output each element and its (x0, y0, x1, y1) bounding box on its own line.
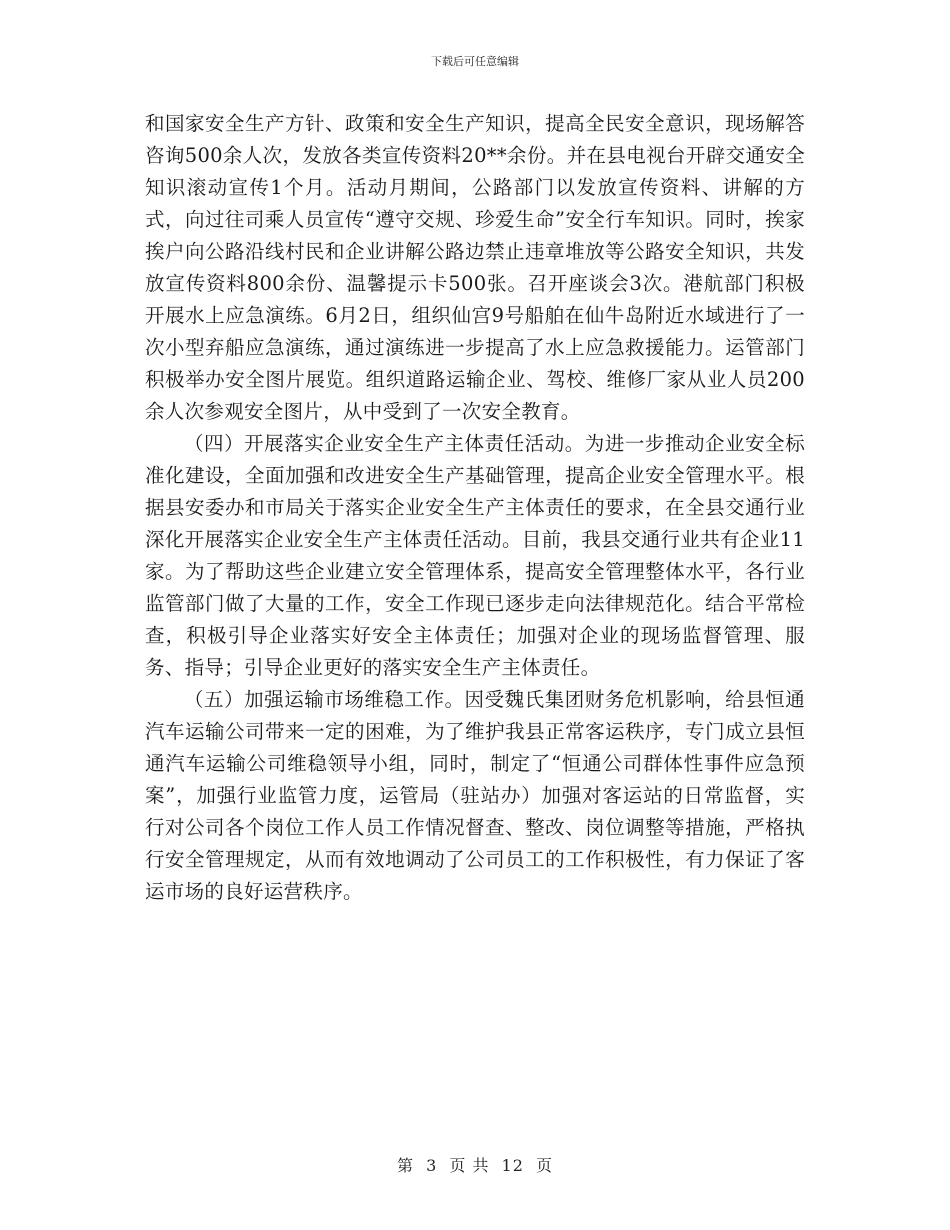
footer-current-page: 3 (426, 1156, 438, 1175)
paragraph-section-four: （四）开展落实企业安全生产主体责任活动。为进一步推动企业安全标准化建设，全面加强和改进安全生产基础管理，提高企业安全管理水平。根据县安委办和市局关于落实企业安全生产主体责任的要求，在全县交通行业深化开展落实企业安全生产主体责任活动。目前，我县交通行业共有企业11家。为了帮助这些企业建立安全管理体系，提高安全管理整体水平，各行业监管部门做了大量的工作，安全工作现已逐步走向法律规范化。结合平常检查，积极引导企业落实好安全主体责任；加强对企业的现场监督管理、服务、指导；引导企业更好的落实安全生产主体责任。 (145, 432, 805, 679)
footer-middle: 页 共 (449, 1156, 490, 1175)
footer-suffix: 页 (536, 1156, 554, 1175)
footer-prefix: 第 (396, 1156, 414, 1175)
paragraph-continuation: 和国家安全生产方针、政策和安全生产知识，提高全民安全意识，现场解答咨询500余人次，发放各类宣传资料20**余份。并在县电视台开辟交通安全知识滚动宣传1个月。活动月期间，公路部门以发放宣传资料、讲解的方式，向过往司乘人员宣传“遵守交规、珍爱生命”安全行车知识。同时，挨家挨户向公路沿线村民和企业讲解公路边禁止违章堆放等公路安全知识，共发放宣传资料800余份、温馨提示卡500张。召开座谈会3次。港航部门积极开展水上应急演练。6月2日，组织仙宫9号船舶在仙牛岛附近水域进行了一次小型弃船应急演练，通过演练进一步提高了水上应急救援能力。运管部门积极举办安全图片展览。组织道路运输企业、驾校、维修厂家从业人员200余人次参观安全图片，从中受到了一次安全教育。 (145, 112, 805, 423)
footer-total-pages: 12 (501, 1156, 524, 1175)
page-header: 下载后可任意编辑 (431, 55, 519, 68)
paragraph-section-five: （五）加强运输市场维稳工作。因受魏氏集团财务危机影响，给县恒通汽车运输公司带来一定的困难，为了维护我县正常客运秩序，专门成立县恒通汽车运输公司维稳领导小组，同时，制定了“恒通公司群体性事件应急预案”，加强行业监管力度，运管局（驻站办）加强对客运站的日常监督，实行对公司各个岗位工作人员工作情况督查、整改、岗位调整等措施，严格执行安全管理规定，从而有效地调动了公司员工的工作积极性，有力保证了客运市场的良好运营秩序。 (145, 688, 805, 903)
document-body (145, 108, 805, 908)
page-footer (0, 1153, 950, 1176)
